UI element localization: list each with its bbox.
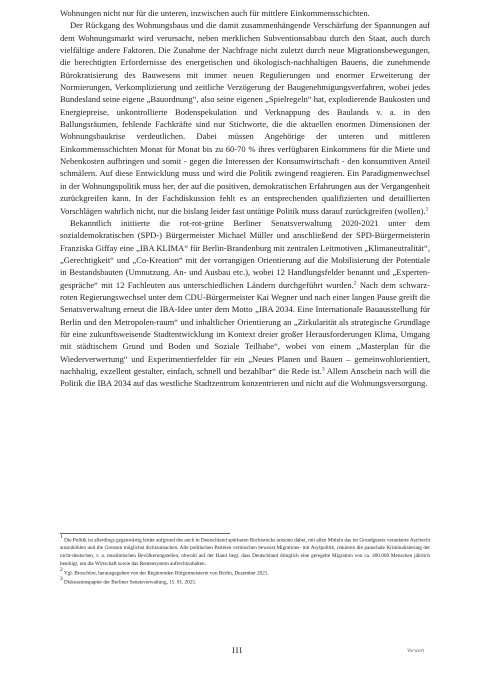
footnote bbox=[60, 534, 431, 569]
paragraph-text: Allem Anschein nach will die Politik die IBA 2034 auf das westliche Stadtzentrum konzentrieren und nicht auf die Wohnungsversorgung. bbox=[60, 365, 431, 389]
page-number: III bbox=[232, 645, 243, 655]
footnotes bbox=[60, 534, 431, 587]
footnote-number: 3 bbox=[60, 575, 63, 582]
main-text bbox=[60, 7, 430, 390]
paragraph-text: Bekanntlich initiierte die rot-rot-grüne Berliner Senatsverwaltung 2020-2021 unter dem sozialdemokratischen (SPD-) Bürgermeister Michael Müller und anschließend der SPD-Bürgermeisterin Franziska Giffay eine „IBA KLIMA“ für Berlin-Brandenburg mit zentralen Leitmotiven „Klimaneutralität“, „Gerechtigkeit“ und „Co-Kreation“ mit der vorrangigen Orientierung auf die Mobilisierung der Potentiale in Bestandsbauten (Umnutzung. An- und Ausbau etc.), wobei 12 Handlungsfelder benannt und „Experten-gespräche“ mit 12 Fachleuten aus unterschiedlichen Ländern durchgeführt wurden. bbox=[60, 217, 430, 290]
paragraph-continuation bbox=[60, 7, 430, 19]
footnote-ref[interactable]: 3 bbox=[321, 366, 325, 373]
footnote-text: Vgl. Broschüre, herausgegeben von der Regierenden Bürgermeisterin von Berlin, Dezember 2021. bbox=[63, 570, 269, 577]
paragraph-text: Nach dem schwarz-roten Regierungswechsel unter dem CDU-Bürgermeister Kai Wegner und nach einer langen Pause greift die Senatsverwaltung erneut die IBA-Idee unter dem Motto „IBA 2034. Eine Internationale Bauausstellung für Berlin und den Metropolen-raum“ und inhaltlicher Orientierung an „Zirkularität als strategische Grundlage für eine zukunftsweisende Stadtentwicklung im Kontext dreier großer Herausforderungen Klima, Umgang mit städtischem Grund und Boden und Soziale Teilhabe“, wobei von einem „Masterplan für die Wiederverwertung“ und Experimentierfelder für ein „Neues Planen und Bauen – gemeinwohlorientiert, nachhaltig, exzellent gestalter, einfach, schnell und bezahlbar“ die Rede ist. bbox=[60, 279, 430, 376]
footnote-divider bbox=[60, 533, 230, 534]
paragraph-iba-klima bbox=[60, 217, 430, 390]
footnote-ref[interactable]: 1 bbox=[425, 206, 429, 212]
footnote-number: 2 bbox=[60, 566, 63, 573]
footnote bbox=[60, 566, 430, 578]
paragraph-text: Wohnungen nicht nur für die unteren, inzwischen auch für mittlere Einkommensschichten. bbox=[60, 8, 370, 18]
paragraph-text: Der Rückgang des Wohnungsbaus und die damit zusammenhängende Verschärfung der Spannungen auf dem Wohnungsmarkt wird verursacht, neben merklichen Subventionsabbau durch den Staat, auch durch vielfältige andere Faktoren. Die Zunahme der Nachfrage nicht zuletzt durch neue Migrationsbewegungen, die berechtigten Erfordernisse des energetischen und ökologisch-nachhaltigen Bauens, die zunehmende Bürokratisierung des Bauwesens mit immer neuen Regulierungen und enormer Erweiterung der Normierungen, Verkomplizierung und zeitliche Verzögerung der Baugenehmigungsverfahren, wobei jedes Bundesland seine eigene „Bauordnung“, also seine eigenen „Spielregeln“ hat, explodierende Baukosten und Energiepreise, unkontrollierte Bodenspekulation und Verknappung des Baulands v. a. in den Ballungsräumen, fehlende Fachkräfte sind nur Stichworte, die die aktuellen enormen Dimensionen der Wohnungsbaukrise verdeutlichen. Dabei müssen Angehörige der unteren und mittleren Einkommensschichten Monat für Monat bis zu 60-70 % ihres verfügbaren Einkommens für die Miete und Nebenkosten aufbringen und somit - gegen die Interessen der Konsumwirtschaft - den konsumtiven Anteil schmälern. Auf diese Entwicklung muss und wird die Politik zwingend reagieren. Ein Paradigmenwechsel in der Wohnungspolitik muss her, der auf die positiven, demokratischen Erfahrungen aus der Vergangenheit zurückgreifen kann. In der Fachdiskussion fehlt es an entsprechenden qualifizierten und detaillierten Vorschlägen wahrlich nicht, nur die bislang leider fast untätige Politik muss darauf zurückgreifen (wollen). bbox=[60, 20, 431, 216]
paragraph-wohnungsbau-rueckgang bbox=[60, 19, 430, 217]
running-footer: Vorwort bbox=[407, 648, 425, 654]
footnote-number: 1 bbox=[60, 534, 63, 540]
footnote-text: Diskussionspapier der Berliner Senatsverwaltung, 15. 01. 2025. bbox=[64, 579, 197, 586]
footnote bbox=[60, 575, 430, 587]
footnote-ref[interactable]: 2 bbox=[353, 280, 357, 287]
footnote-text: Die Politik ist allerdings gegenwärtig leider aufgrund des auch in Deutschland spürbaren Rechtsrucks unisono dabei, mit allen Mitteln das im Grundgesetz verankerte Asylrecht auszuhöhlen und die Grenzen möglichst dichtzumachen. Alle politischen Parteien vermischen bewusst Migrations- mit Asylpolitik, riskieren die pauschale Kriminalisierung der nicht-deutschen, v. a. muslimischen Bevölkerungsteilen, obwohl auf der Hand liegt, dass Deutschland dringlich eine geregelte Migration von ca. 400.000 Menschen jährlich benötigt, um die Wirtschaft sowie das Rentensystem aufrechtzuhalten. bbox=[60, 537, 431, 568]
